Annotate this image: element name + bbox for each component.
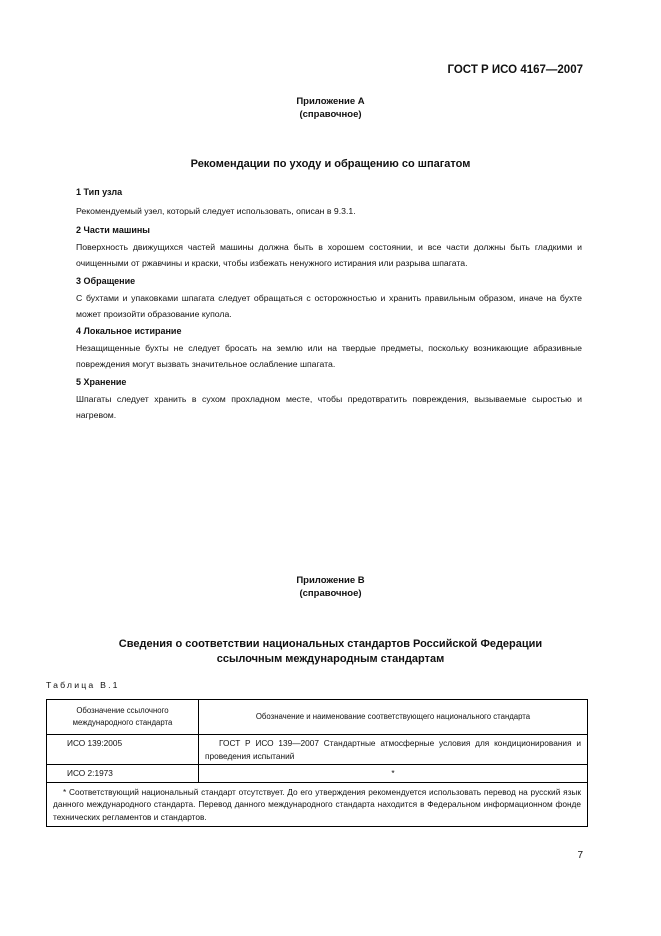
table-header-cell: Обозначение ссылочного международного стандарта [47, 700, 199, 735]
section-heading: 4 Локальное истирание [76, 326, 182, 336]
table-row [47, 735, 588, 765]
table-cell-national: ГОСТ Р ИСО 139—2007 Стандартные атмосферные условия для кондиционирования и проведения испытаний [199, 735, 588, 765]
correspondence-table [46, 699, 588, 827]
table-cell-ref: ИСО 139:2005 [47, 735, 199, 765]
section-heading: 5 Хранение [76, 377, 127, 387]
section-text: С бухтами и упаковками шпагата следует обращаться с осторожностью и хранить правильным образом, иначе на бухте может произойти образование купола. [76, 293, 582, 319]
annex-b-label [0, 574, 661, 600]
table-cell-ref: ИСО 2:1973 [47, 765, 199, 783]
annex-a-title: Приложение А [296, 96, 365, 107]
annex-a-label [0, 95, 661, 121]
section-text: Незащищенные бухты не следует бросать на землю или на твердые предметы, поскольку возникающие абразивные повреждения могут вызвать значительное ослабление шпагата. [76, 343, 582, 369]
page-number: 7 [577, 850, 583, 861]
annex-b-title: Приложение В [296, 575, 365, 586]
annex-b-subtitle: (справочное) [299, 588, 362, 599]
section-heading: 3 Обращение [76, 276, 136, 286]
section-text: Рекомендуемый узел, который следует использовать, описан в 9.3.1. [76, 206, 356, 216]
annex-b-heading [0, 637, 661, 667]
annex-b-heading-line2: ссылочным международным стандартам [216, 653, 445, 665]
table-header-cell: Обозначение и наименование соответствующего национального стандарта [199, 700, 588, 735]
annex-b-heading-line1: Сведения о соответствии национальных стандартов Российской Федерации [118, 638, 543, 650]
table-footnote-row [47, 782, 588, 827]
annex-a-heading: Рекомендации по уходу и обращению со шпагатом [190, 158, 471, 170]
table-cell-national: * [199, 765, 588, 783]
section-text: Поверхность движущихся частей машины должна быть в хорошем состоянии, и все части должны быть гладкими и очищенными от ржавчины и краски, чтобы избежать ненужного истирания или разрыва шпагата. [76, 242, 582, 268]
table-row [47, 765, 588, 783]
section-text: Шпагаты следует хранить в сухом прохладном месте, чтобы предотвратить повреждения, вызываемые сыростью и нагревом. [76, 394, 582, 420]
table-footnote: * Соответствующий национальный стандарт отсутствует. До его утверждения рекомендуется использовать перевод на русский язык данного международного стандарта. Перевод данного международного стандарта находится в Федеральном информационном фонде технических регламентов и стандартов. [47, 782, 588, 827]
document-header: ГОСТ Р ИСО 4167—2007 [447, 64, 583, 76]
table-header-row [47, 700, 588, 735]
section-heading: 2 Части машины [76, 225, 150, 235]
annex-a-subtitle: (справочное) [299, 109, 362, 120]
section-heading: 1 Тип узла [76, 187, 123, 197]
table-caption: Таблица В.1 [46, 680, 120, 690]
